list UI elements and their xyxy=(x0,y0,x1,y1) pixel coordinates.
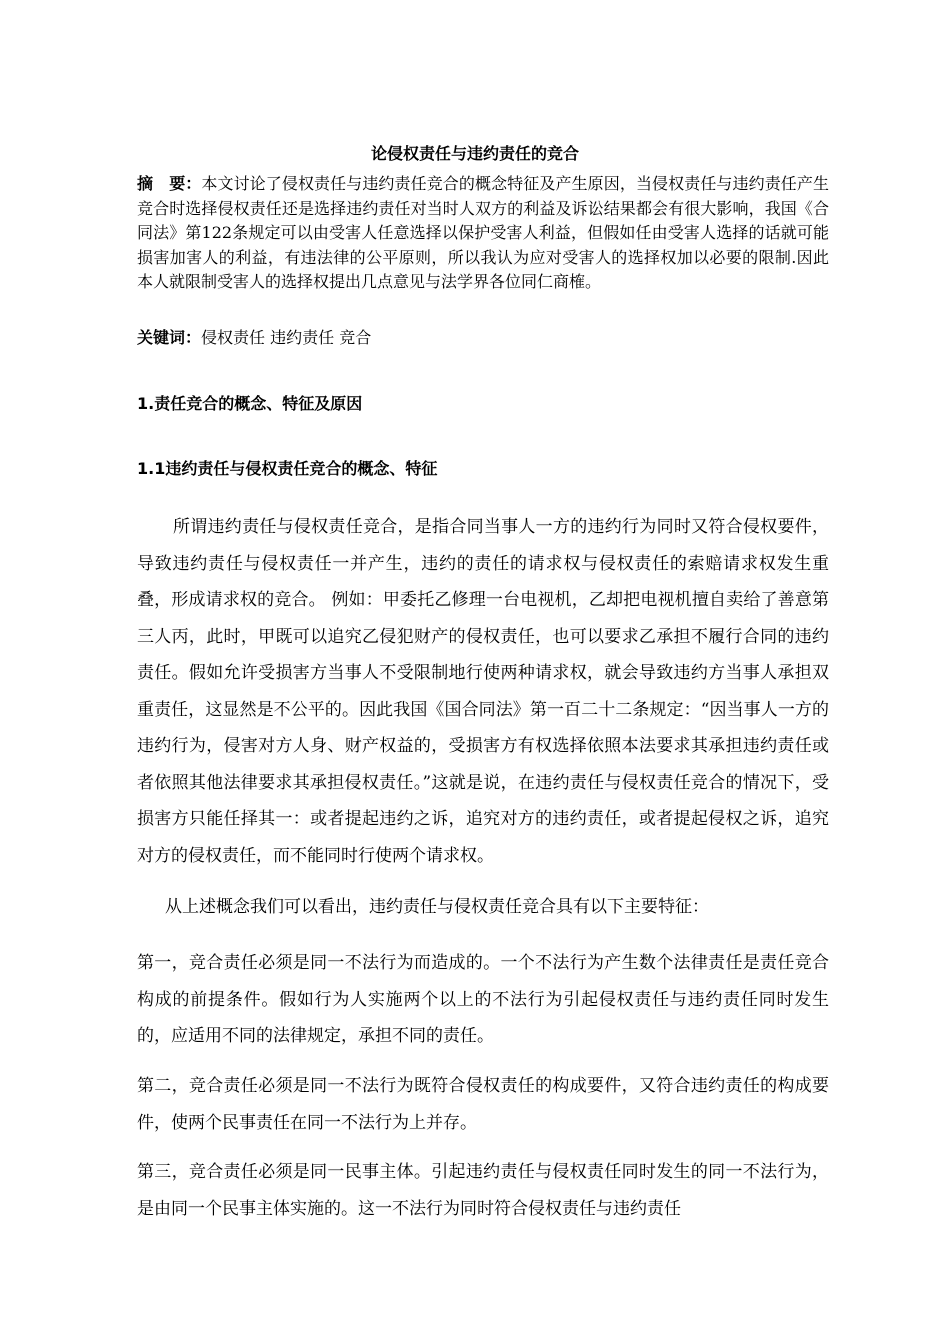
body-paragraph-3: 第一，竞合责任必须是同一不法行为而造成的。一个不法行为产生数个法律责任是责任竞合构成的前提条件。假如行为人实施两个以上的不法行为引起侵权责任与违约责任同时发生的，应适用不同的法律规定，承担不同的责任。 xyxy=(137,953,829,1046)
section-heading-1: 1.责任竞合的概念、特征及原因 xyxy=(137,394,363,413)
keywords-text: 侵权责任 违约责任 竞合 xyxy=(201,328,372,347)
body-paragraph-1: 所谓违约责任与侵权责任竞合，是指合同当事人一方的违约行为同时又符合侵权要件，导致违约责任与侵权责任一并产生，违约的责任的请求权与侵权责任的索赔请求权发生重叠，形成请求权的竞合。 例如：甲委托乙修理一台电视机，乙却把电视机擅自卖给了善意第三人丙，此时，甲既可以追究乙侵犯财产的侵权责任，也可以要求乙承担不履行合同的违约责任。假如允许受损害方当事人不受限制地行使两种请求权，就会导致违约方当事人承担双重责任，这显然是不公平的。因此我国《国合同法》第一百二十二条规定：“因当事人一方的违约行为，侵害对方人身、财产权益的，受损害方有权选择依照本法要求其承担违约责任或者依照其他法律要求其承担侵权责任。”这就是说，在违约责任与侵权责任竞合的情况下，受损害方只能任择其一：或者提起违约之诉，追究对方的违约责任，或者提起侵权之诉，追究对方的侵权责任，而不能同时行使两个请求权。 xyxy=(137,517,829,866)
keywords xyxy=(137,326,829,350)
body-paragraph-5: 第三，竞合责任必须是同一民事主体。引起违约责任与侵权责任同时发生的同一不法行为，是由同一个民事主体实施的。这一不法行为同时符合侵权责任与违约责任 xyxy=(137,1162,829,1219)
body-paragraph-2: 从上述概念我们可以看出，违约责任与侵权责任竞合具有以下主要特征： xyxy=(165,897,709,917)
body-paragraph-4: 第二，竞合责任必须是同一不法行为既符合侵权责任的构成要件，又符合违约责任的构成要件，使两个民事责任在同一不法行为上并存。 xyxy=(137,1076,829,1133)
keywords-label: 关键词： xyxy=(137,328,202,347)
section-heading-1-1: 1.1违约责任与侵权责任竞合的概念、特征 xyxy=(137,459,438,478)
document-title: 论侵权责任与违约责任的竞合 xyxy=(370,144,579,163)
abstract-text: 本文讨论了侵权责任与违约责任竞合的概念特征及产生原因，当侵权责任与违约责任产生竞合时选择侵权责任还是选择违约责任对当时人双方的利益及诉讼结果都会有很大影响，我国《合同法》第122条规定可以由受害人任意选择以保护受害人利益，但假如任由受害人选择的话就可能损害加害人的利益，有违法律的公平原则，所以我认为应对受害人的选择权加以必要的限制.因此本人就限制受害人的选择权提出几点意见与法学界各位同仁商榷。 xyxy=(137,174,829,291)
abstract xyxy=(137,172,829,295)
abstract-label: 摘 要： xyxy=(137,174,202,193)
